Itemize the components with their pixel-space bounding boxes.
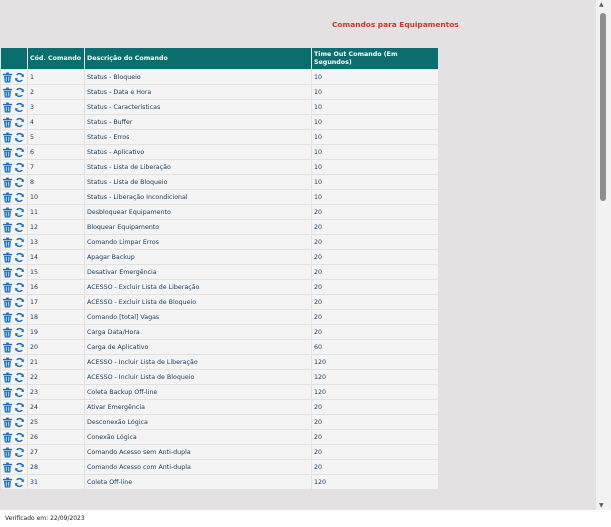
command-description: Apagar Backup bbox=[85, 250, 311, 264]
edit-icon[interactable] bbox=[14, 207, 25, 218]
edit-icon[interactable] bbox=[14, 417, 25, 428]
edit-icon[interactable] bbox=[14, 252, 25, 263]
trash-icon[interactable] bbox=[2, 342, 13, 353]
command-code: 21 bbox=[28, 355, 84, 369]
row-actions bbox=[1, 265, 27, 279]
trash-icon[interactable] bbox=[2, 177, 13, 188]
command-code: 22 bbox=[28, 370, 84, 384]
scroll-up-arrow-icon[interactable]: ▲ bbox=[599, 1, 604, 8]
command-timeout: 20 bbox=[312, 445, 438, 459]
table-row bbox=[1, 430, 438, 444]
commands-table bbox=[0, 47, 439, 490]
table-row bbox=[1, 160, 438, 174]
command-code: 25 bbox=[28, 415, 84, 429]
command-timeout: 10 bbox=[312, 70, 438, 84]
trash-icon[interactable] bbox=[2, 162, 13, 173]
vertical-scrollbar[interactable] bbox=[596, 0, 611, 510]
table-row bbox=[1, 385, 438, 399]
row-actions bbox=[1, 370, 27, 384]
command-code: 5 bbox=[28, 130, 84, 144]
command-description: Comando [total] Vagas bbox=[85, 310, 311, 324]
table-row bbox=[1, 295, 438, 309]
command-description: Desconexão Lógica bbox=[85, 415, 311, 429]
command-timeout: 20 bbox=[312, 220, 438, 234]
trash-icon[interactable] bbox=[2, 147, 13, 158]
row-actions bbox=[1, 400, 27, 414]
command-timeout: 10 bbox=[312, 115, 438, 129]
command-code: 27 bbox=[28, 445, 84, 459]
trash-icon[interactable] bbox=[2, 312, 13, 323]
command-code: 2 bbox=[28, 85, 84, 99]
trash-icon[interactable] bbox=[2, 327, 13, 338]
trash-icon[interactable] bbox=[2, 222, 13, 233]
table-body bbox=[1, 70, 438, 489]
command-timeout: 20 bbox=[312, 415, 438, 429]
edit-icon[interactable] bbox=[14, 387, 25, 398]
command-description: ACESSO - Excluir Lista de Bloqueio bbox=[85, 295, 311, 309]
row-actions bbox=[1, 295, 27, 309]
command-code: 13 bbox=[28, 235, 84, 249]
row-actions bbox=[1, 445, 27, 459]
table-row bbox=[1, 370, 438, 384]
command-timeout: 20 bbox=[312, 295, 438, 309]
command-description: Desativar Emergência bbox=[85, 265, 311, 279]
trash-icon[interactable] bbox=[2, 417, 13, 428]
table-row bbox=[1, 325, 438, 339]
edit-icon[interactable] bbox=[14, 432, 25, 443]
command-code: 6 bbox=[28, 145, 84, 159]
table-row bbox=[1, 400, 438, 414]
trash-icon[interactable] bbox=[2, 372, 13, 383]
trash-icon[interactable] bbox=[2, 387, 13, 398]
command-timeout: 10 bbox=[312, 175, 438, 189]
row-actions bbox=[1, 130, 27, 144]
trash-icon[interactable] bbox=[2, 462, 13, 473]
command-timeout: 20 bbox=[312, 400, 438, 414]
command-timeout: 10 bbox=[312, 130, 438, 144]
command-timeout: 10 bbox=[312, 145, 438, 159]
trash-icon[interactable] bbox=[2, 237, 13, 248]
description-header: Descrição do Comando bbox=[85, 48, 311, 69]
edit-icon[interactable] bbox=[14, 147, 25, 158]
scroll-down-arrow-icon[interactable]: ▼ bbox=[599, 502, 604, 509]
table-row bbox=[1, 235, 438, 249]
table-row bbox=[1, 205, 438, 219]
trash-icon[interactable] bbox=[2, 402, 13, 413]
edit-icon[interactable] bbox=[14, 132, 25, 143]
command-description: ACESSO - Excluir Lista de Liberação bbox=[85, 280, 311, 294]
verified-date: Verificado em: 22/09/2023 bbox=[5, 515, 85, 522]
edit-icon[interactable] bbox=[14, 177, 25, 188]
edit-icon[interactable] bbox=[14, 357, 25, 368]
command-description: Status - Bloqueio bbox=[85, 70, 311, 84]
command-timeout: 20 bbox=[312, 280, 438, 294]
edit-icon[interactable] bbox=[14, 117, 25, 128]
command-code: 4 bbox=[28, 115, 84, 129]
trash-icon[interactable] bbox=[2, 87, 13, 98]
table-row bbox=[1, 175, 438, 189]
command-code: 10 bbox=[28, 190, 84, 204]
command-description: Status - Aplicativo bbox=[85, 145, 311, 159]
command-timeout: 10 bbox=[312, 100, 438, 114]
table-row bbox=[1, 220, 438, 234]
command-timeout: 20 bbox=[312, 310, 438, 324]
command-code: 28 bbox=[28, 460, 84, 474]
row-actions bbox=[1, 190, 27, 204]
row-actions bbox=[1, 310, 27, 324]
edit-icon[interactable] bbox=[14, 162, 25, 173]
command-description: Ativar Emergência bbox=[85, 400, 311, 414]
status-bar bbox=[0, 510, 611, 527]
command-description: Status - Lista de Bloqueio bbox=[85, 175, 311, 189]
command-description: Coleta Backup Off-line bbox=[85, 385, 311, 399]
trash-icon[interactable] bbox=[2, 132, 13, 143]
row-actions bbox=[1, 160, 27, 174]
command-code: 18 bbox=[28, 310, 84, 324]
row-actions bbox=[1, 355, 27, 369]
table-row bbox=[1, 415, 438, 429]
table-row bbox=[1, 115, 438, 129]
command-code: 16 bbox=[28, 280, 84, 294]
command-code: 26 bbox=[28, 430, 84, 444]
trash-icon[interactable] bbox=[2, 357, 13, 368]
row-actions bbox=[1, 280, 27, 294]
table-row bbox=[1, 340, 438, 354]
edit-icon[interactable] bbox=[14, 462, 25, 473]
command-code: 15 bbox=[28, 265, 84, 279]
command-code: 7 bbox=[28, 160, 84, 174]
row-actions bbox=[1, 205, 27, 219]
row-actions bbox=[1, 430, 27, 444]
command-code: 12 bbox=[28, 220, 84, 234]
table-row bbox=[1, 85, 438, 99]
scrollbar-thumb[interactable] bbox=[600, 13, 606, 201]
command-timeout: 20 bbox=[312, 235, 438, 249]
row-actions bbox=[1, 100, 27, 114]
row-actions bbox=[1, 235, 27, 249]
command-description: Status - Buffer bbox=[85, 115, 311, 129]
row-actions bbox=[1, 175, 27, 189]
trash-icon[interactable] bbox=[2, 207, 13, 218]
command-description: Carga de Aplicativo bbox=[85, 340, 311, 354]
command-code: 20 bbox=[28, 340, 84, 354]
command-code: 23 bbox=[28, 385, 84, 399]
row-actions bbox=[1, 220, 27, 234]
command-description: Desbloquear Equipamento bbox=[85, 205, 311, 219]
row-actions bbox=[1, 70, 27, 84]
command-description: Bloquear Equipamento bbox=[85, 220, 311, 234]
table-row bbox=[1, 70, 438, 84]
edit-icon[interactable] bbox=[14, 282, 25, 293]
trash-icon[interactable] bbox=[2, 192, 13, 203]
edit-icon[interactable] bbox=[14, 372, 25, 383]
page-title: Comandos para Equipamentos bbox=[332, 20, 459, 29]
trash-icon[interactable] bbox=[2, 102, 13, 113]
command-description: Status - Lista de Liberação bbox=[85, 160, 311, 174]
command-timeout: 10 bbox=[312, 190, 438, 204]
command-code: 11 bbox=[28, 205, 84, 219]
trash-icon[interactable] bbox=[2, 447, 13, 458]
command-code: 3 bbox=[28, 100, 84, 114]
table-row bbox=[1, 190, 438, 204]
edit-icon[interactable] bbox=[14, 342, 25, 353]
table-row bbox=[1, 475, 438, 489]
edit-icon[interactable] bbox=[14, 297, 25, 308]
row-actions bbox=[1, 325, 27, 339]
command-description: ACESSO - Incluir Lista de Liberação bbox=[85, 355, 311, 369]
command-code: 19 bbox=[28, 325, 84, 339]
command-description: Carga Data/Hora bbox=[85, 325, 311, 339]
trash-icon[interactable] bbox=[2, 267, 13, 278]
table-row bbox=[1, 460, 438, 474]
table-row bbox=[1, 130, 438, 144]
command-code: 1 bbox=[28, 70, 84, 84]
command-description: Status - Erros bbox=[85, 130, 311, 144]
command-timeout: 20 bbox=[312, 460, 438, 474]
trash-icon[interactable] bbox=[2, 117, 13, 128]
command-description: ACESSO - Incluir Lista de Bloqueio bbox=[85, 370, 311, 384]
command-code: 24 bbox=[28, 400, 84, 414]
command-timeout: 120 bbox=[312, 370, 438, 384]
table-row bbox=[1, 445, 438, 459]
row-actions bbox=[1, 385, 27, 399]
row-actions bbox=[1, 340, 27, 354]
edit-icon[interactable] bbox=[14, 102, 25, 113]
command-timeout: 120 bbox=[312, 355, 438, 369]
edit-icon[interactable] bbox=[14, 72, 25, 83]
trash-icon[interactable] bbox=[2, 477, 13, 488]
command-description: Status - Data e Hora bbox=[85, 85, 311, 99]
command-description: Status - Características bbox=[85, 100, 311, 114]
row-actions bbox=[1, 145, 27, 159]
command-code: 17 bbox=[28, 295, 84, 309]
command-description: Comando Acesso sem Anti-dupla bbox=[85, 445, 311, 459]
timeout-header: Time Out Comando (Em Segundos) bbox=[312, 48, 438, 69]
edit-icon[interactable] bbox=[14, 267, 25, 278]
command-timeout: 20 bbox=[312, 430, 438, 444]
table-row bbox=[1, 100, 438, 114]
command-description: Status - Liberação Incondicional bbox=[85, 190, 311, 204]
row-actions bbox=[1, 475, 27, 489]
row-actions bbox=[1, 415, 27, 429]
trash-icon[interactable] bbox=[2, 72, 13, 83]
edit-icon[interactable] bbox=[14, 312, 25, 323]
command-timeout: 10 bbox=[312, 160, 438, 174]
edit-icon[interactable] bbox=[14, 192, 25, 203]
command-code: 14 bbox=[28, 250, 84, 264]
trash-icon[interactable] bbox=[2, 282, 13, 293]
table-header-row bbox=[1, 48, 438, 69]
row-actions bbox=[1, 460, 27, 474]
trash-icon[interactable] bbox=[2, 297, 13, 308]
command-description: Comando Limpar Erros bbox=[85, 235, 311, 249]
table-row bbox=[1, 280, 438, 294]
edit-icon[interactable] bbox=[14, 87, 25, 98]
command-timeout: 20 bbox=[312, 250, 438, 264]
table-row bbox=[1, 355, 438, 369]
table-row bbox=[1, 310, 438, 324]
command-timeout: 10 bbox=[312, 85, 438, 99]
edit-icon[interactable] bbox=[14, 237, 25, 248]
edit-icon[interactable] bbox=[14, 222, 25, 233]
command-timeout: 60 bbox=[312, 340, 438, 354]
table-row bbox=[1, 250, 438, 264]
command-description: Coleta Off-line bbox=[85, 475, 311, 489]
trash-icon[interactable] bbox=[2, 432, 13, 443]
code-header: Cód. Comando bbox=[28, 48, 84, 69]
edit-icon[interactable] bbox=[14, 477, 25, 488]
command-timeout: 20 bbox=[312, 205, 438, 219]
edit-icon[interactable] bbox=[14, 327, 25, 338]
command-code: 31 bbox=[28, 475, 84, 489]
command-timeout: 20 bbox=[312, 325, 438, 339]
row-actions bbox=[1, 115, 27, 129]
actions-header bbox=[1, 48, 27, 69]
command-timeout: 20 bbox=[312, 265, 438, 279]
row-actions bbox=[1, 250, 27, 264]
edit-icon[interactable] bbox=[14, 402, 25, 413]
table-row bbox=[1, 145, 438, 159]
command-description: Comando Acesso com Anti-dupla bbox=[85, 460, 311, 474]
command-timeout: 120 bbox=[312, 385, 438, 399]
command-description: Conexão Lógica bbox=[85, 430, 311, 444]
command-timeout: 120 bbox=[312, 475, 438, 489]
table-row bbox=[1, 265, 438, 279]
row-actions bbox=[1, 85, 27, 99]
trash-icon[interactable] bbox=[2, 252, 13, 263]
edit-icon[interactable] bbox=[14, 447, 25, 458]
command-code: 8 bbox=[28, 175, 84, 189]
